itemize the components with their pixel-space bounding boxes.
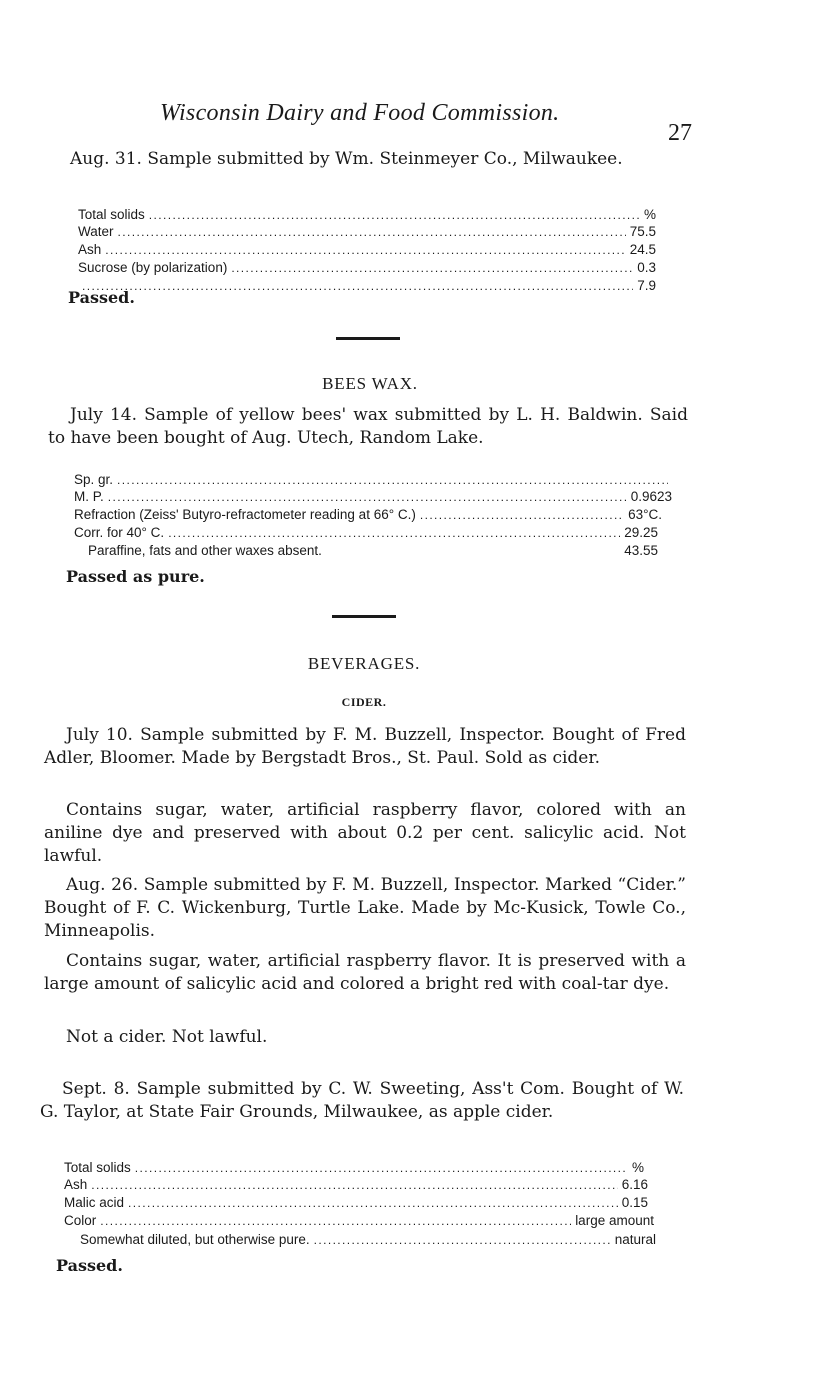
row-label: M. P. — [74, 489, 104, 504]
table-row — [64, 1177, 648, 1193]
row-label: Malic acid — [64, 1195, 125, 1210]
running-header: Wisconsin Dairy and Food Commission. — [160, 100, 560, 126]
cider-entry-paragraph: Not a cider. Not lawful. — [66, 1027, 268, 1047]
row-note: Paraffine, fats and other waxes absent. — [88, 543, 322, 558]
row-label: Color — [64, 1213, 97, 1228]
table-row — [64, 1213, 654, 1229]
row-label: Ash — [78, 242, 102, 257]
cider-entry-paragraph: Contains sugar, water, artificial raspberry flavor. It is preserved with a large amount of salicylic acid and colored a bright red with coal-tar dye. — [44, 951, 686, 994]
section-title: BEVERAGES. — [307, 654, 421, 673]
section-title: BEES WAX. — [322, 374, 418, 393]
row-value: 43.55 — [624, 543, 658, 558]
row-value: natural — [614, 1232, 656, 1247]
row-value: % — [631, 1160, 644, 1175]
table-row — [74, 489, 672, 505]
row-value: 0.3 — [637, 260, 656, 275]
table-row — [64, 1160, 644, 1176]
table-row-note — [88, 543, 658, 559]
row-label: Refraction (Zeiss' Butyro-refractometer reading at 66° C.) — [74, 507, 416, 522]
table-row — [74, 525, 658, 541]
cider-entry-paragraph: July 10. Sample submitted by F. M. Buzzell, Inspector. Bought of Fred Adler, Bloomer. Made by Bergstadt Bros., St. Paul. Sold as cider. — [44, 725, 686, 768]
row-value: large amount — [575, 1213, 654, 1228]
verdict: Passed. — [68, 288, 135, 307]
row-value: 6.16 — [621, 1177, 648, 1192]
page-number: 27 — [668, 120, 692, 146]
section-subtitle: CIDER. — [341, 695, 387, 709]
cider-entry-paragraph: Aug. 26. Sample submitted by F. M. Buzzell, Inspector. Marked “Cider.” Bought of F. C. Wickenburg, Turtle Lake. Made by Mc-Kusick, Towle Co., Minneapolis. — [44, 875, 686, 941]
row-value: 29.25 — [624, 525, 658, 540]
table-row — [78, 207, 656, 223]
row-value: 63°C. — [628, 507, 662, 522]
table-row — [74, 472, 672, 488]
table-row — [78, 278, 656, 294]
table-row — [78, 242, 656, 258]
cider-entry-paragraph: Sept. 8. Sample submitted by C. W. Sweeting, Ass't Com. Bought of W. G. Taylor, at State Fair Grounds, Milwaukee, as apple cider. — [40, 1079, 684, 1122]
row-label: Sp. gr. — [74, 472, 114, 487]
section-divider — [332, 615, 396, 618]
verdict: Passed as pure. — [66, 567, 205, 586]
row-label: Ash — [64, 1177, 88, 1192]
row-label: Total solids — [64, 1160, 131, 1175]
table-row — [78, 224, 656, 240]
table-row — [64, 1195, 648, 1211]
bees-wax-intro: July 14. Sample of yellow bees' wax submitted by L. H. Baldwin. Said to have been bought of Aug. Utech, Random Lake. — [48, 405, 688, 448]
row-note: Somewhat diluted, but otherwise pure. — [80, 1232, 310, 1247]
honey-entry-intro: Aug. 31. Sample submitted by Wm. Steinmeyer Co., Milwaukee. — [70, 149, 623, 169]
verdict: Passed. — [56, 1256, 123, 1275]
row-label: Sucrose (by polarization) — [78, 260, 228, 275]
row-value: 7.9 — [637, 278, 656, 293]
table-row — [74, 507, 662, 523]
row-value: 0.15 — [621, 1195, 648, 1210]
row-label: Water — [78, 224, 114, 239]
row-label: Corr. for 40° C. — [74, 525, 165, 540]
table-row — [78, 260, 656, 276]
section-divider — [336, 337, 400, 340]
row-value: 75.5 — [629, 224, 656, 239]
row-value: 24.5 — [629, 242, 656, 257]
row-value: % — [643, 207, 656, 222]
table-row-note — [80, 1232, 656, 1248]
cider-entry-paragraph: Contains sugar, water, artificial raspberry flavor, colored with an aniline dye and preserved with about 0.2 per cent. salicylic acid. Not lawful. — [44, 800, 686, 866]
row-label: Total solids — [78, 207, 145, 222]
row-value: 0.9623 — [630, 489, 672, 504]
